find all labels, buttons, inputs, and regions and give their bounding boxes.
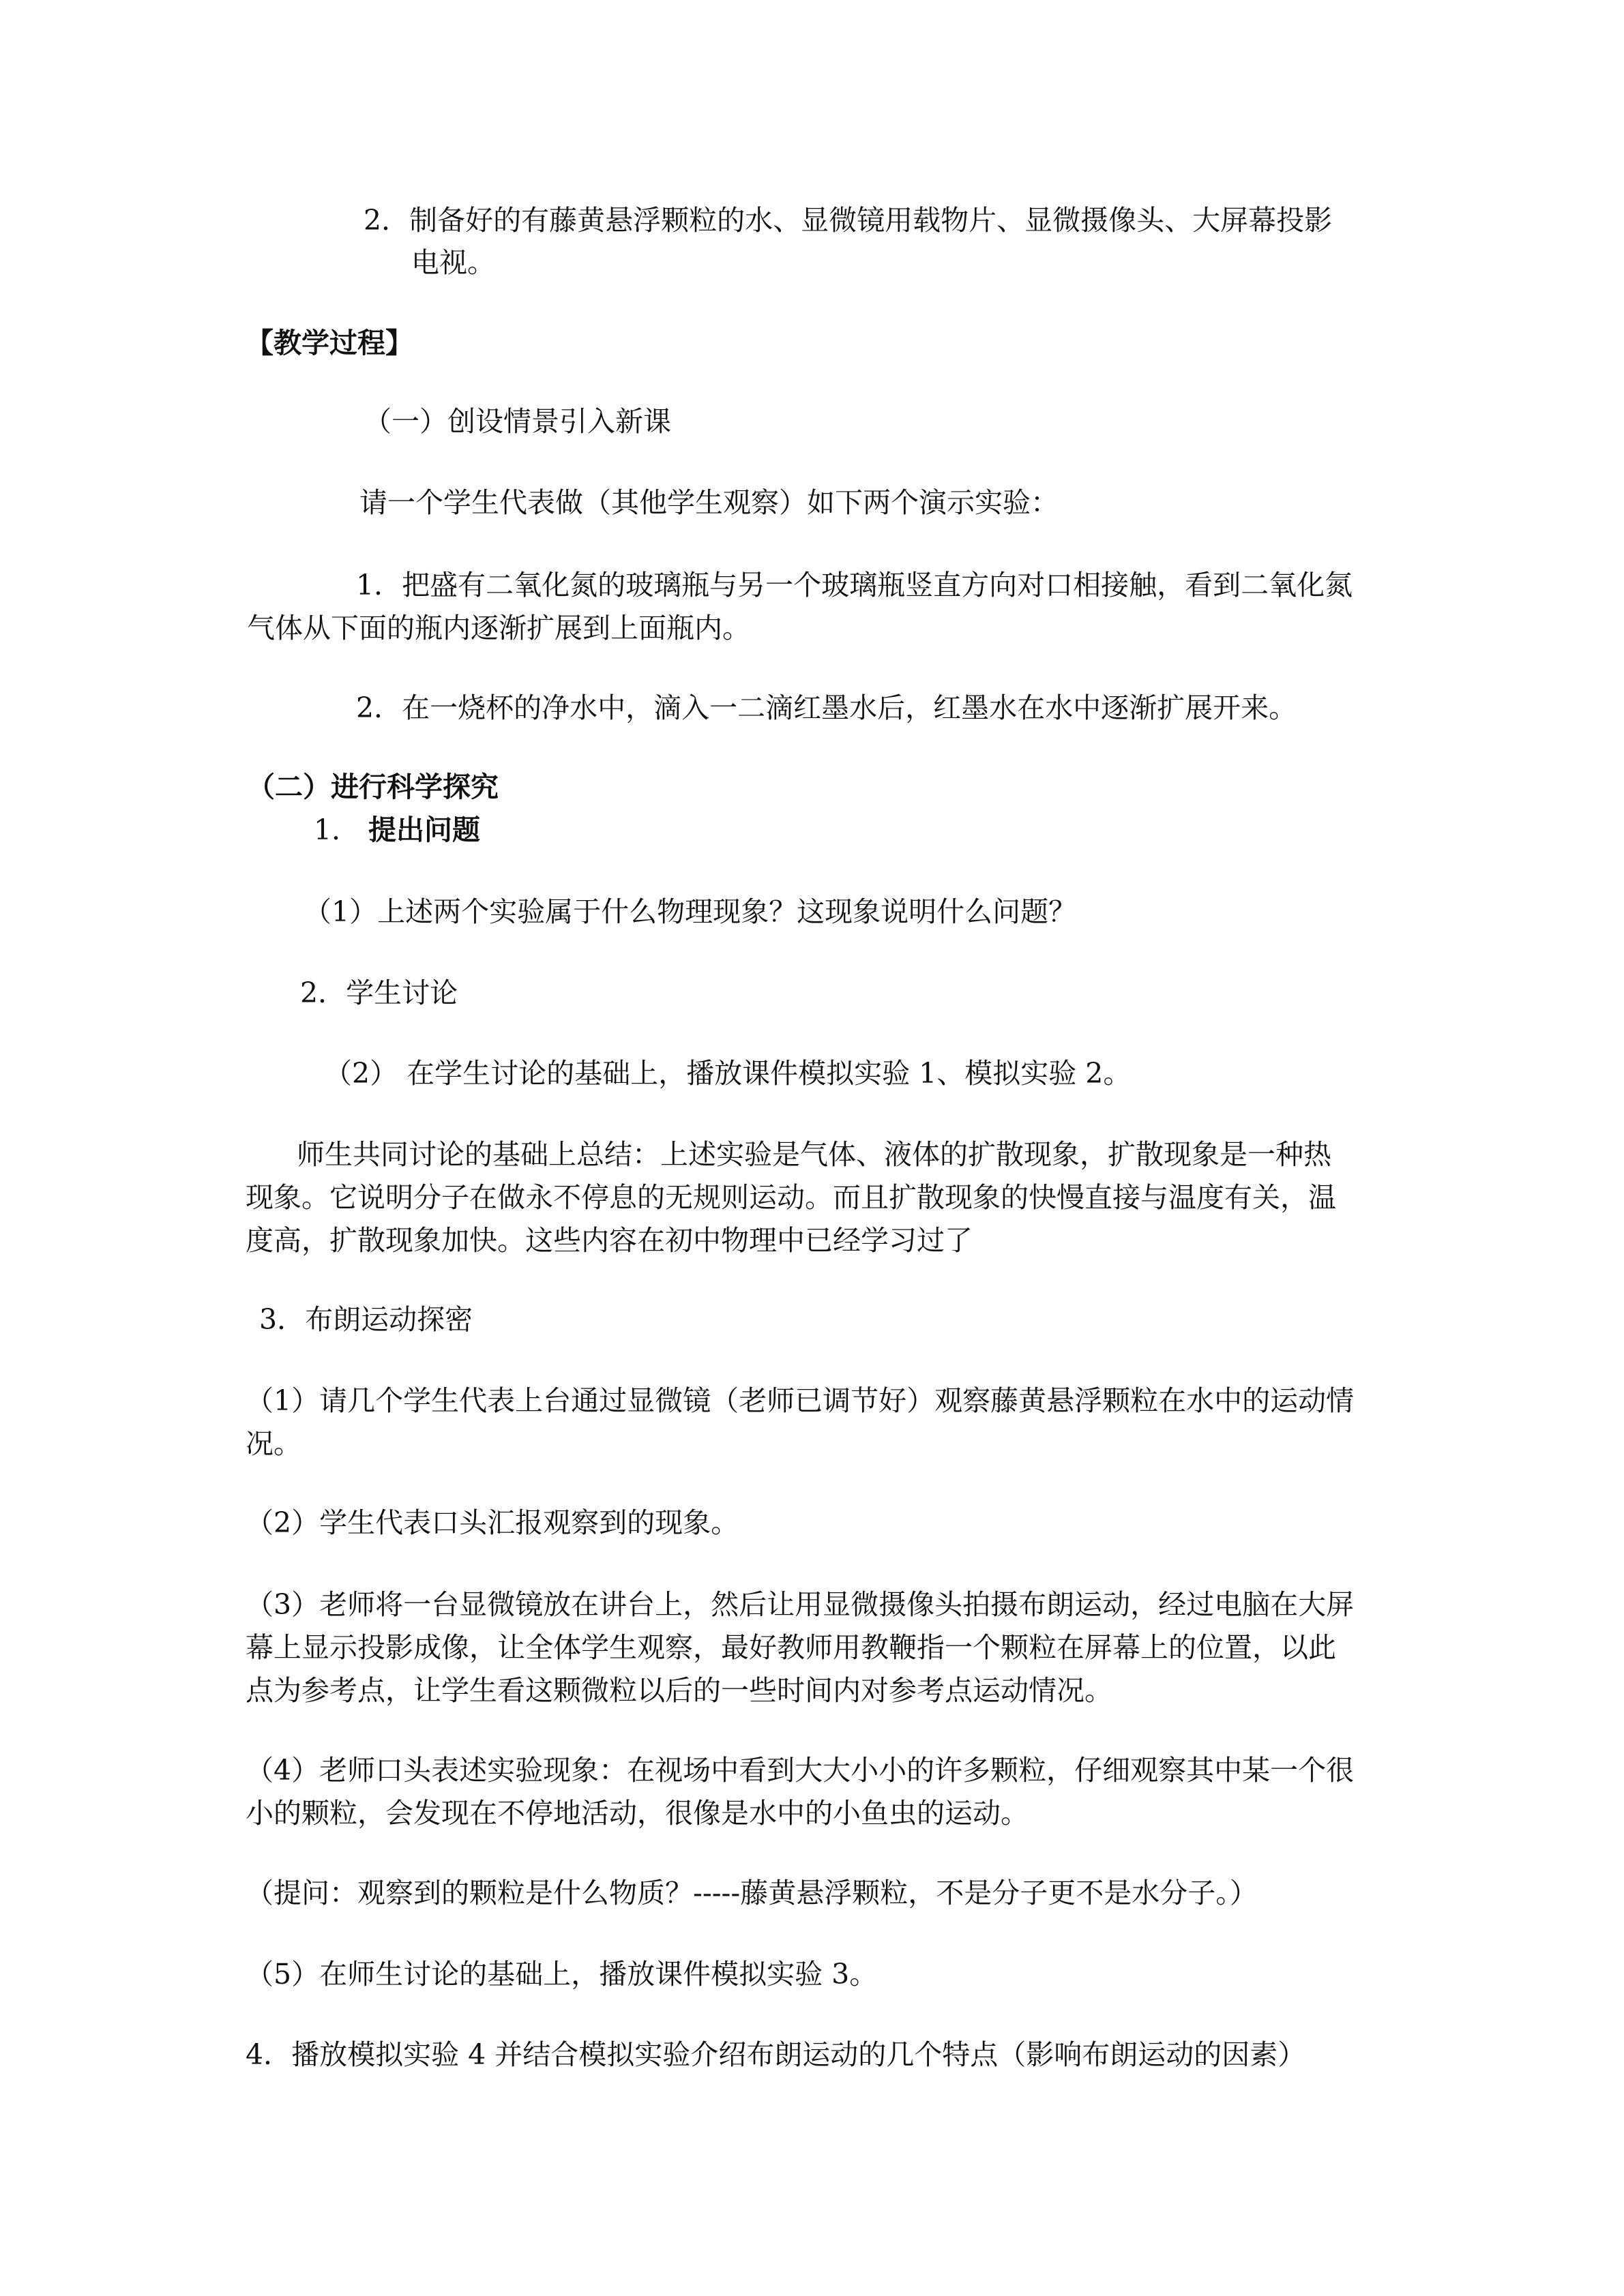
obs3-line3: 点为参考点，让学生看这颗微粒以后的一些时间内对参考点运动情况。 — [246, 1674, 1112, 1707]
step3: 3．布朗运动探密 — [259, 1303, 473, 1336]
discussion2: （2） 在学生讨论的基础上，播放课件模拟实验 1、模拟实验 2。 — [324, 1057, 1132, 1090]
step1-number: 1． — [314, 814, 360, 846]
question1: （1）上述两个实验属于什么物理现象？这现象说明什么问题？ — [304, 895, 1077, 928]
obs1-line2: 况。 — [246, 1427, 301, 1460]
demo1-line2: 气体从下面的瓶内逐渐扩展到上面瓶内。 — [247, 612, 750, 644]
obs5: （5）在师生讨论的基础上，播放课件模拟实验 3。 — [246, 1958, 878, 1991]
obs4-line1: （4）老师口头表述实验现象：在视场中看到大大小小的许多颗粒，仔细观察其中某一个很 — [246, 1754, 1355, 1787]
intro-paragraph: 请一个学生代表做（其他学生观察）如下两个演示实验： — [359, 486, 1059, 519]
summary-line3: 度高，扩散现象加快。这些内容在初中物理中已经学习过了 — [246, 1224, 973, 1257]
obs3-line1: （3）老师将一台显微镜放在讲台上，然后让用显微摄像头拍摄布朗运动，经过电脑在大屏 — [246, 1588, 1355, 1621]
obs2: （2）学生代表口头汇报观察到的现象。 — [246, 1506, 739, 1539]
part2-heading: （二）进行科学探究 — [247, 771, 499, 803]
section-heading: 【教学过程】 — [246, 327, 413, 359]
summary-line1: 师生共同讨论的基础上总结：上述实验是气体、液体的扩散现象，扩散现象是一种热 — [297, 1138, 1331, 1171]
step2: 2．学生讨论 — [300, 976, 458, 1009]
obs3-line2: 幕上显示投影成像，让全体学生观察，最好教师用教鞭指一个颗粒在屏幕上的位置，以此 — [246, 1631, 1336, 1664]
materials-item-2-line1: 2．制备好的有藤黄悬浮颗粒的水、显微镜用载物片、显微摄像头、大屏幕投影 — [364, 204, 1333, 237]
obs4-line2: 小的颗粒，会发现在不停地活动，很像是水中的小鱼虫的运动。 — [246, 1797, 1029, 1830]
step1-title: 提出问题 — [368, 814, 480, 846]
obs1-line1: （1）请几个学生代表上台通过显微镜（老师已调节好）观察藤黄悬浮颗粒在水中的运动情 — [246, 1384, 1355, 1417]
part1-heading: （一）创设情景引入新课 — [364, 405, 671, 438]
materials-item-2-line2: 电视。 — [411, 246, 495, 279]
step4: 4．播放模拟实验 4 并结合模拟实验介绍布朗运动的几个特点（影响布朗运动的因素） — [246, 2038, 1306, 2071]
summary-line2: 现象。它说明分子在做永不停息的无规则运动。而且扩散现象的快慢直接与温度有关，温 — [246, 1181, 1336, 1214]
question2: （提问：观察到的颗粒是什么物质？-----藤黄悬浮颗粒，不是分子更不是水分子。） — [246, 1877, 1258, 1909]
demo1-line1: 1．把盛有二氧化氮的玻璃瓶与另一个玻璃瓶竖直方向对口相接触，看到二氧化氮 — [356, 569, 1353, 601]
demo2-paragraph: 2．在一烧杯的净水中，滴入一二滴红墨水后，红墨水在水中逐渐扩展开来。 — [356, 691, 1297, 724]
